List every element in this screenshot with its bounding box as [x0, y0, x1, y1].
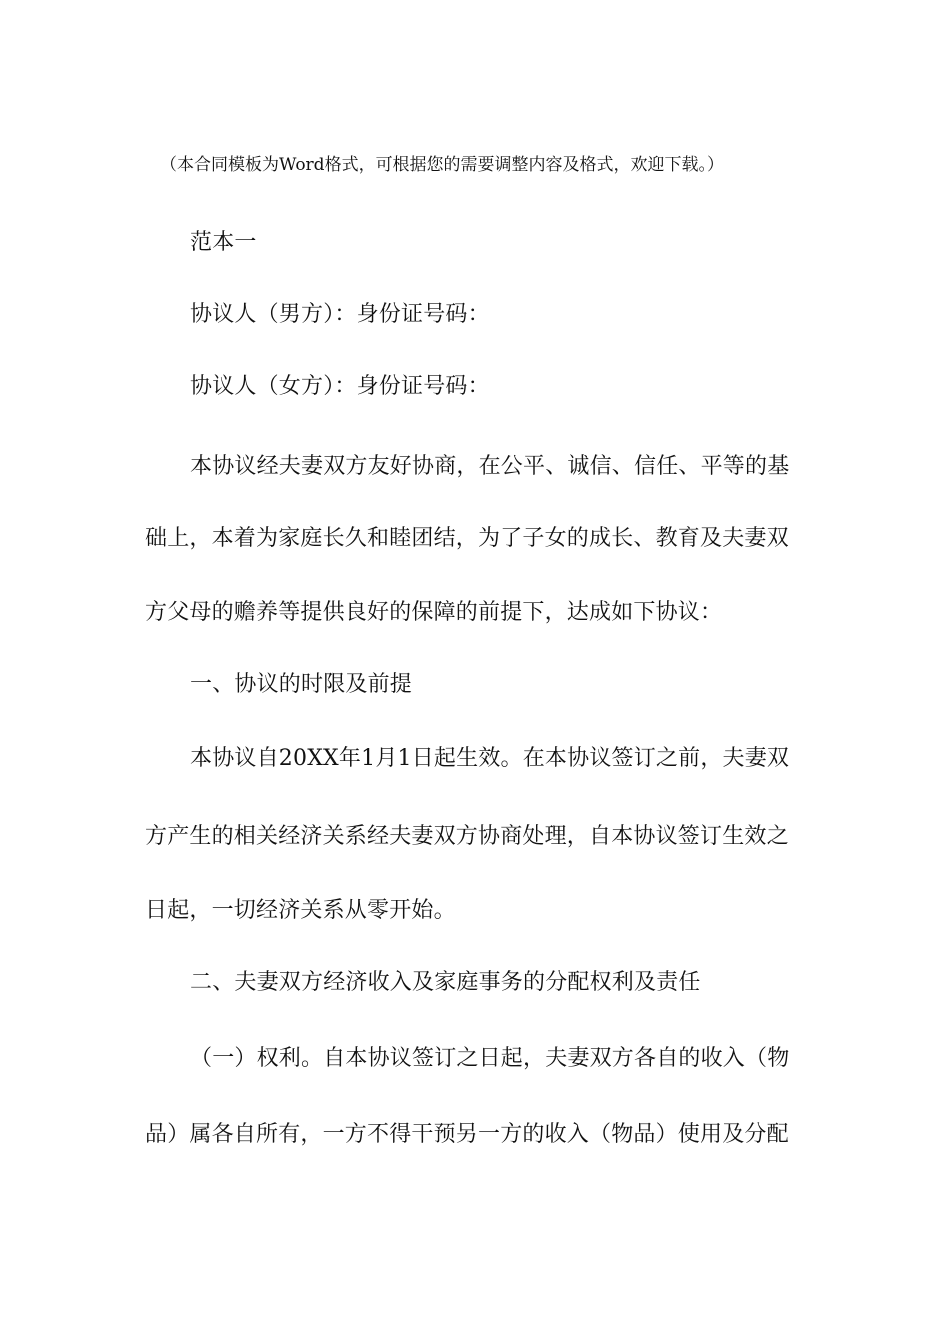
template-note: （本合同模板为Word格式，可根据您的需要调整内容及格式，欢迎下载。） [160, 155, 725, 175]
section-1-line-3: 日起，一切经济关系从零开始。 [145, 898, 456, 923]
section-heading-1: 一、协议的时限及前提 [190, 672, 413, 697]
party-female-line: 协议人（女方）：身份证号码： [190, 374, 490, 399]
preamble-line-2: 础上，本着为家庭长久和睦团结，为了子女的成长、教育及夫妻双 [145, 526, 789, 551]
party-male-line: 协议人（男方）：身份证号码： [190, 302, 490, 327]
preamble-line-3: 方父母的赡养等提供良好的保障的前提下，达成如下协议： [145, 600, 723, 625]
preamble-line-1: 本协议经夫妻双方友好协商，在公平、诚信、信任、平等的基 [190, 454, 790, 479]
section-2-line-2: 品）属各自所有，一方不得干预另一方的收入（物品）使用及分配 [145, 1122, 789, 1147]
section-2-line-1: （一）权利。自本协议签订之日起，夫妻双方各自的收入（物 [190, 1046, 790, 1071]
section-1-line-1: 本协议自20XX年1月1日起生效。在本协议签订之前，夫妻双 [190, 746, 790, 771]
sample-title: 范本一 [190, 230, 257, 255]
section-heading-2: 二、夫妻双方经济收入及家庭事务的分配权利及责任 [190, 970, 701, 995]
section-1-line-2: 方产生的相关经济关系经夫妻双方协商处理，自本协议签订生效之 [145, 824, 789, 849]
